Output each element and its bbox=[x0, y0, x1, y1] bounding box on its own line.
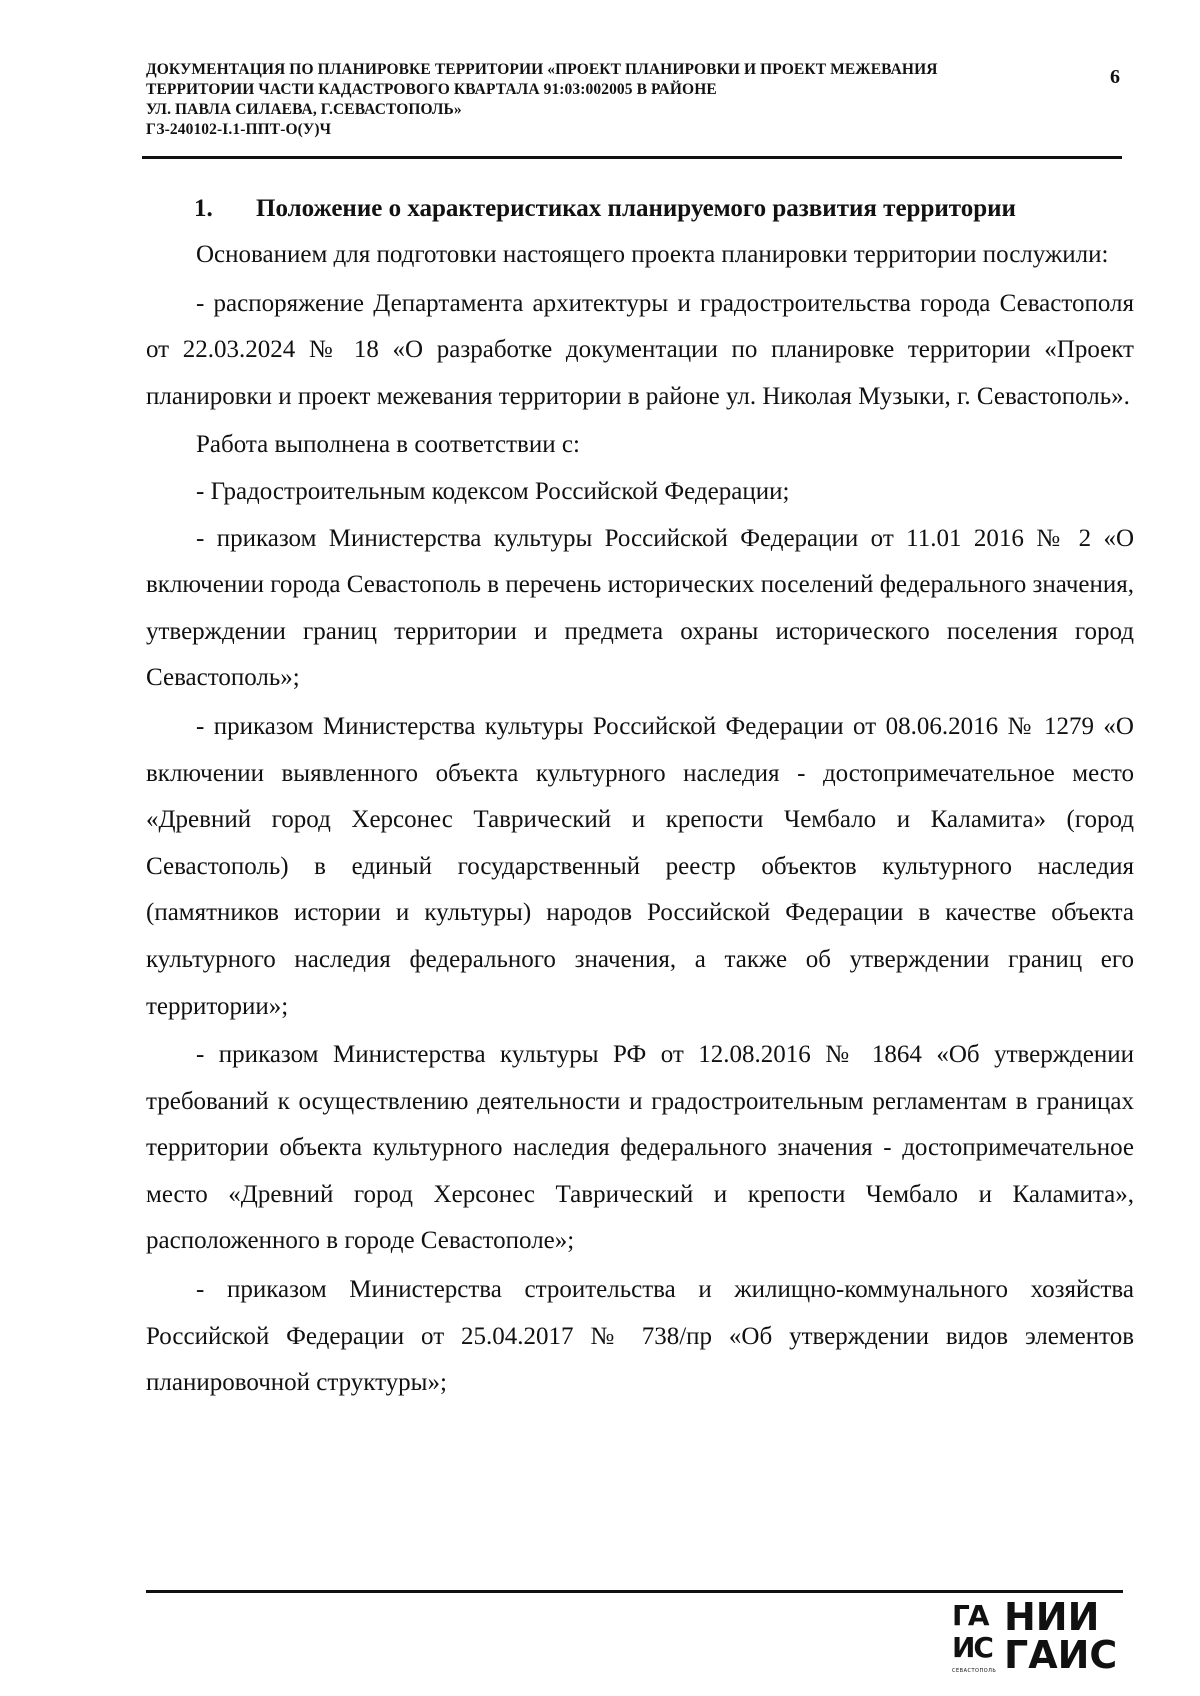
header-line-4: ГЗ-240102-I.1-ППТ-О(У)Ч bbox=[146, 121, 332, 138]
header-line-3: УЛ. ПАВЛА СИЛАЕВА, Г.СЕВАСТОПОЛЬ» bbox=[146, 101, 462, 118]
paragraph-order-culture-1279: - приказом Министерства культуры Российской Федерации от 08.06.2016 № 1279 «О включении выявленного объекта культурного наследия - достопримечательное место «Древний город Херсонес Таврический и крепости Чембало и Каламита» (город Севастополь) в единый государственный реестр объектов культурного наследия (памятников истории и культуры) народов Российской Федерации в качестве объекта культурного наследия федерального значения, а также об утверждении границ его территории»; bbox=[146, 712, 1134, 1020]
header-line-1: ДОКУМЕНТАЦИЯ ПО ПЛАНИРОВКЕ ТЕРРИТОРИИ «ПРОЕКТ ПЛАНИРОВКИ И ПРОЕКТ МЕЖЕВАНИЯ bbox=[146, 61, 938, 78]
section-heading bbox=[146, 186, 1134, 232]
paragraph-basis: Основанием для подготовки настоящего проекта планировки территории послужили: bbox=[196, 241, 1109, 268]
footer-divider bbox=[146, 1590, 1123, 1593]
nii-gais-logo bbox=[952, 1595, 1138, 1677]
section-title: Положение о характеристиках планируемого развития территории bbox=[256, 195, 1016, 222]
document-body bbox=[146, 186, 1134, 1407]
paragraph-order-construction-738: - приказом Министерства строительства и жилищно-коммунального хозяйства Российской Федерации от 25.04.2017 № 738/пр «Об утверждении видов элементов планировочной структуры»; bbox=[146, 1276, 1134, 1397]
logo-mark-line-2: ИС bbox=[952, 1631, 992, 1664]
logo-mark bbox=[952, 1600, 996, 1674]
header-line-2: ТЕРРИТОРИИ ЧАСТИ КАДАСТРОВОГО КВАРТАЛА 91:03:002005 В РАЙОНЕ bbox=[146, 81, 717, 98]
header-divider bbox=[142, 156, 1122, 159]
logo-word-line-2: ГАИС bbox=[1004, 1633, 1118, 1677]
section-number: 1. bbox=[194, 195, 213, 222]
logo-subtitle: СЕВАСТОПОЛЬ bbox=[952, 1668, 997, 1674]
page-number: 6 bbox=[1110, 66, 1120, 88]
paragraph-order-culture-2: - приказом Министерства культуры Российской Федерации от 11.01 2016 № 2 «О включении города Севастополь в перечень исторических поселений федерального значения, утверждении границ территории и предмета охраны исторического поселения город Севастополь»; bbox=[146, 524, 1134, 692]
logo-word-line-1: НИИ bbox=[1004, 1595, 1100, 1639]
logo-mark-line-1: ГА bbox=[952, 1599, 988, 1632]
document-header bbox=[146, 60, 1136, 140]
paragraph-order-culture-1864: - приказом Министерства культуры РФ от 12.08.2016 № 1864 «Об утверждении требований к осуществлению деятельности и градостроительным регламентам в границах территории объекта культурного наследия федерального значения - достопримечательное место «Древний город Херсонес Таврический и крепости Чембало и Каламита», расположенного в городе Севастополе»; bbox=[146, 1041, 1134, 1255]
paragraph-order-department: - распоряжение Департамента архитектуры и градостроительства города Севастополя от 22.03.2024 № 18 «О разработке документации по планировке территории «Проект планировки и проект межевания территории в районе ул. Николая Музыки, г. Севастополь». bbox=[146, 289, 1134, 410]
paragraph-urban-code: - Градостроительным кодексом Российской Федерации; bbox=[196, 477, 790, 505]
paragraph-compliance-intro: Работа выполнена в соответствии с: bbox=[196, 431, 580, 459]
logo-wordmark bbox=[1004, 1595, 1118, 1677]
